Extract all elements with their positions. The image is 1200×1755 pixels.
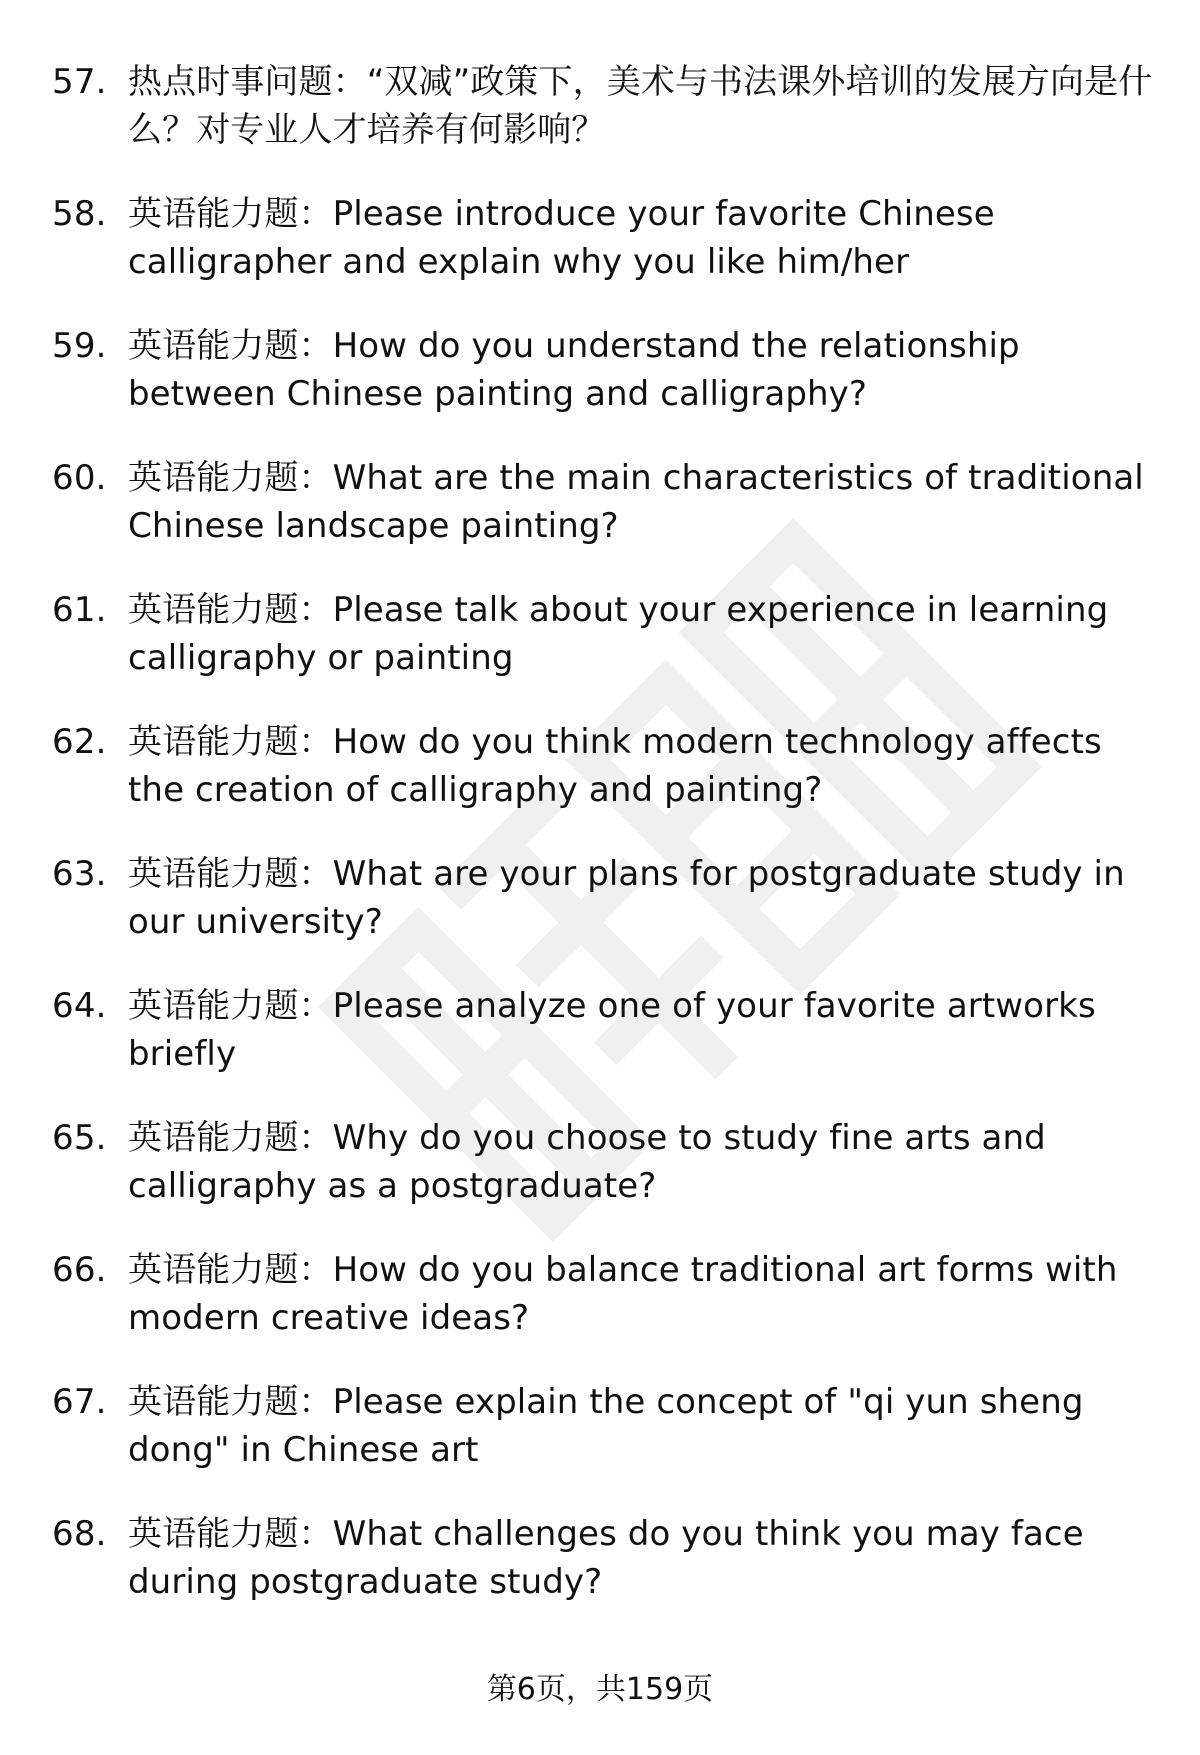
question-text: 英语能力题：What are the main characteristics of traditional Chinese landscape painting? xyxy=(128,458,1144,546)
question-item xyxy=(52,454,1162,586)
question-text: 热点时事问题：“双减”政策下，美术与书法课外培训的发展方向是什么？对专业人才培养有何影响？ xyxy=(128,62,1153,150)
question-item xyxy=(52,1246,1162,1378)
question-text: 英语能力题：How do you think modern technology affects the creation of calligraphy and painting? xyxy=(128,722,1102,810)
question-number: 63. xyxy=(52,854,107,894)
question-text: 英语能力题：How do you balance traditional art forms with modern creative ideas? xyxy=(128,1250,1118,1338)
question-number: 64. xyxy=(52,986,107,1026)
question-number: 65. xyxy=(52,1118,107,1158)
question-number: 68. xyxy=(52,1514,107,1554)
question-item xyxy=(52,58,1162,190)
question-number: 62. xyxy=(52,722,107,762)
question-item xyxy=(52,718,1162,850)
question-item xyxy=(52,1510,1162,1642)
question-item xyxy=(52,190,1162,322)
question-item xyxy=(52,1378,1162,1510)
question-number: 66. xyxy=(52,1250,107,1290)
question-number: 58. xyxy=(52,194,107,234)
question-item xyxy=(52,586,1162,718)
question-number: 61. xyxy=(52,590,107,630)
question-item xyxy=(52,322,1162,454)
page-number-footer: 第6页，共159页 xyxy=(486,1672,714,1707)
question-item xyxy=(52,1114,1162,1246)
question-item xyxy=(52,850,1162,982)
question-item xyxy=(52,982,1162,1114)
question-text: 英语能力题：Why do you choose to study fine arts and calligraphy as a postgraduate? xyxy=(128,1118,1046,1206)
question-text: 英语能力题：Please explain the concept of "qi yun sheng dong" in Chinese art xyxy=(128,1382,1084,1470)
question-text: 英语能力题：Please introduce your favorite Chinese calligrapher and explain why you like him/her xyxy=(128,194,995,282)
question-number: 59. xyxy=(52,326,107,366)
question-text: 英语能力题：How do you understand the relationship between Chinese painting and calligraphy? xyxy=(128,326,1020,414)
question-number: 57. xyxy=(52,62,107,102)
question-text: 英语能力题：What are your plans for postgraduate study in our university? xyxy=(128,854,1125,942)
question-text: 英语能力题：What challenges do you think you may face during postgraduate study? xyxy=(128,1514,1084,1602)
question-number: 60. xyxy=(52,458,107,498)
question-text: 英语能力题：Please talk about your experience in learning calligraphy or painting xyxy=(128,590,1109,678)
question-list xyxy=(52,58,1162,1642)
question-number: 67. xyxy=(52,1382,107,1422)
question-text: 英语能力题：Please analyze one of your favorite artworks briefly xyxy=(128,986,1096,1074)
